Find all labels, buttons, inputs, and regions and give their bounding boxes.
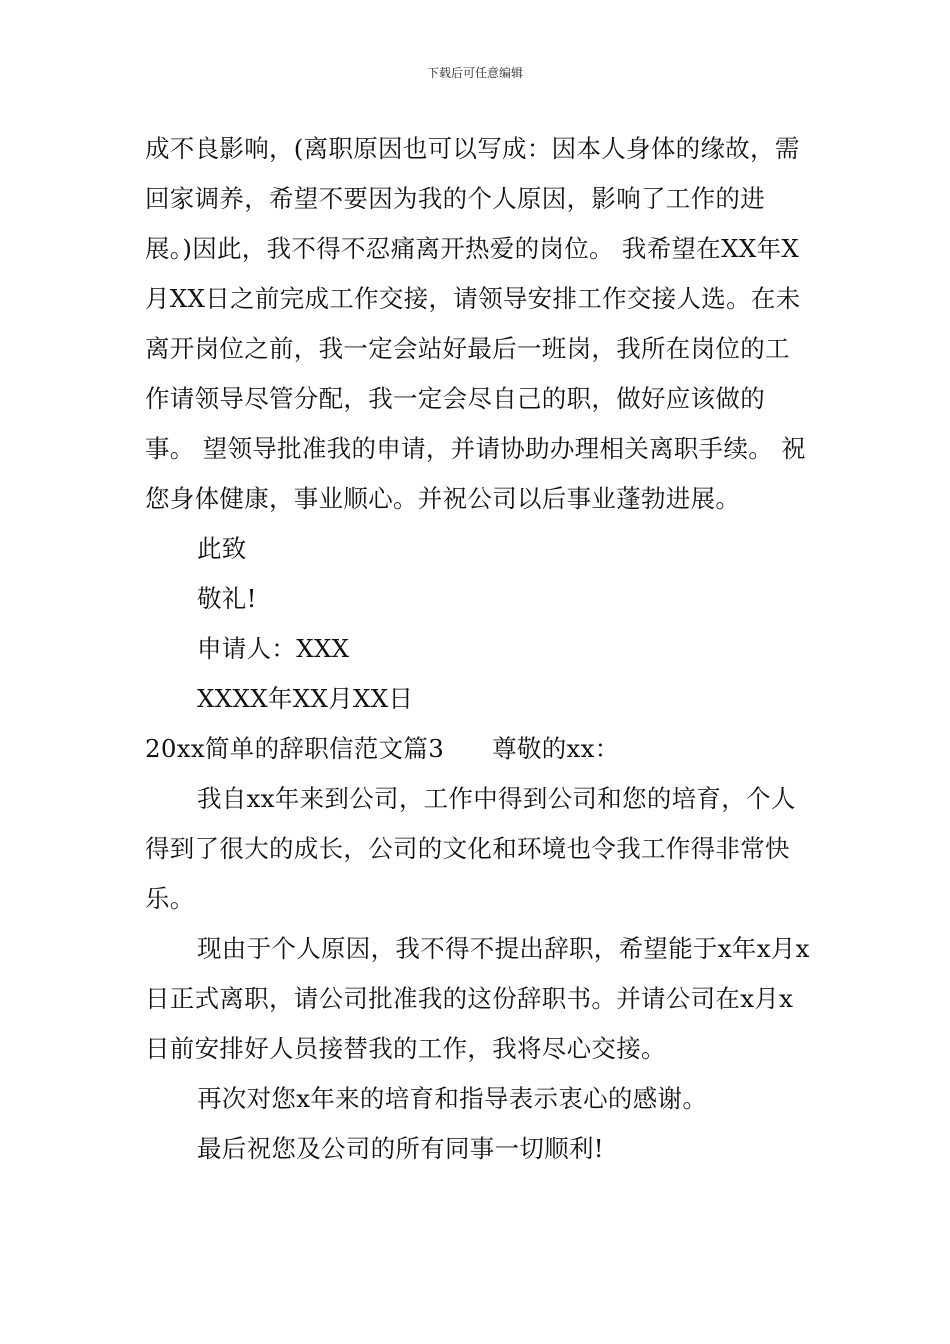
closing-line-1: 此致: [197, 534, 247, 563]
section-title: 20xx简单的辞职信范文篇3: [145, 734, 445, 763]
closing-line-2: 敬礼!: [197, 584, 257, 613]
date-line: XXXX年XX月XX日: [197, 684, 414, 713]
applicant-line: 申请人：XXX: [197, 634, 350, 663]
paragraph-gratitude-growth: 我自xx年来到公司，工作中得到公司和您的培育，个人得到了很大的成长，公司的文化和环境也令我工作得非常快乐。: [145, 784, 796, 913]
salutation: 尊敬的xx：: [492, 734, 620, 763]
paragraph-best-wishes: 最后祝您及公司的所有同事一切顺利!: [197, 1134, 604, 1163]
document-body: [145, 124, 810, 1174]
page-header: 下载后可任意编辑: [426, 66, 523, 80]
paragraph-thanks: 再次对您x年来的培育和指导表示衷心的感谢。: [197, 1084, 708, 1113]
paragraph-resignation-reason: 成不良影响，(离职原因也可以写成：因本人身体的缘故，需回家调养，希望不要因为我的个人原因，影响了工作的进展。)因此，我不得不忍痛离开热爱的岗位。 我希望在XX年X月XX日之前完成工作交接，请领导安排工作交接人选。在未离开岗位之前，我一定会站好最后一班岗，我所在岗位的工作请领导尽管分配，我一定会尽自己的职，做好应该做的事。 望领导批准我的申请，并请协助办理相关离职手续。 祝您身体健康，事业顺心。并祝公司以后事业蓬勃进展。: [145, 134, 806, 513]
paragraph-resignation-request: 现由于个人原因，我不得不提出辞职，希望能于x年x月x日正式离职，请公司批准我的这份辞职书。并请公司在x月x日前安排好人员接替我的工作，我将尽心交接。: [145, 934, 810, 1063]
section-heading-line: [145, 724, 810, 774]
